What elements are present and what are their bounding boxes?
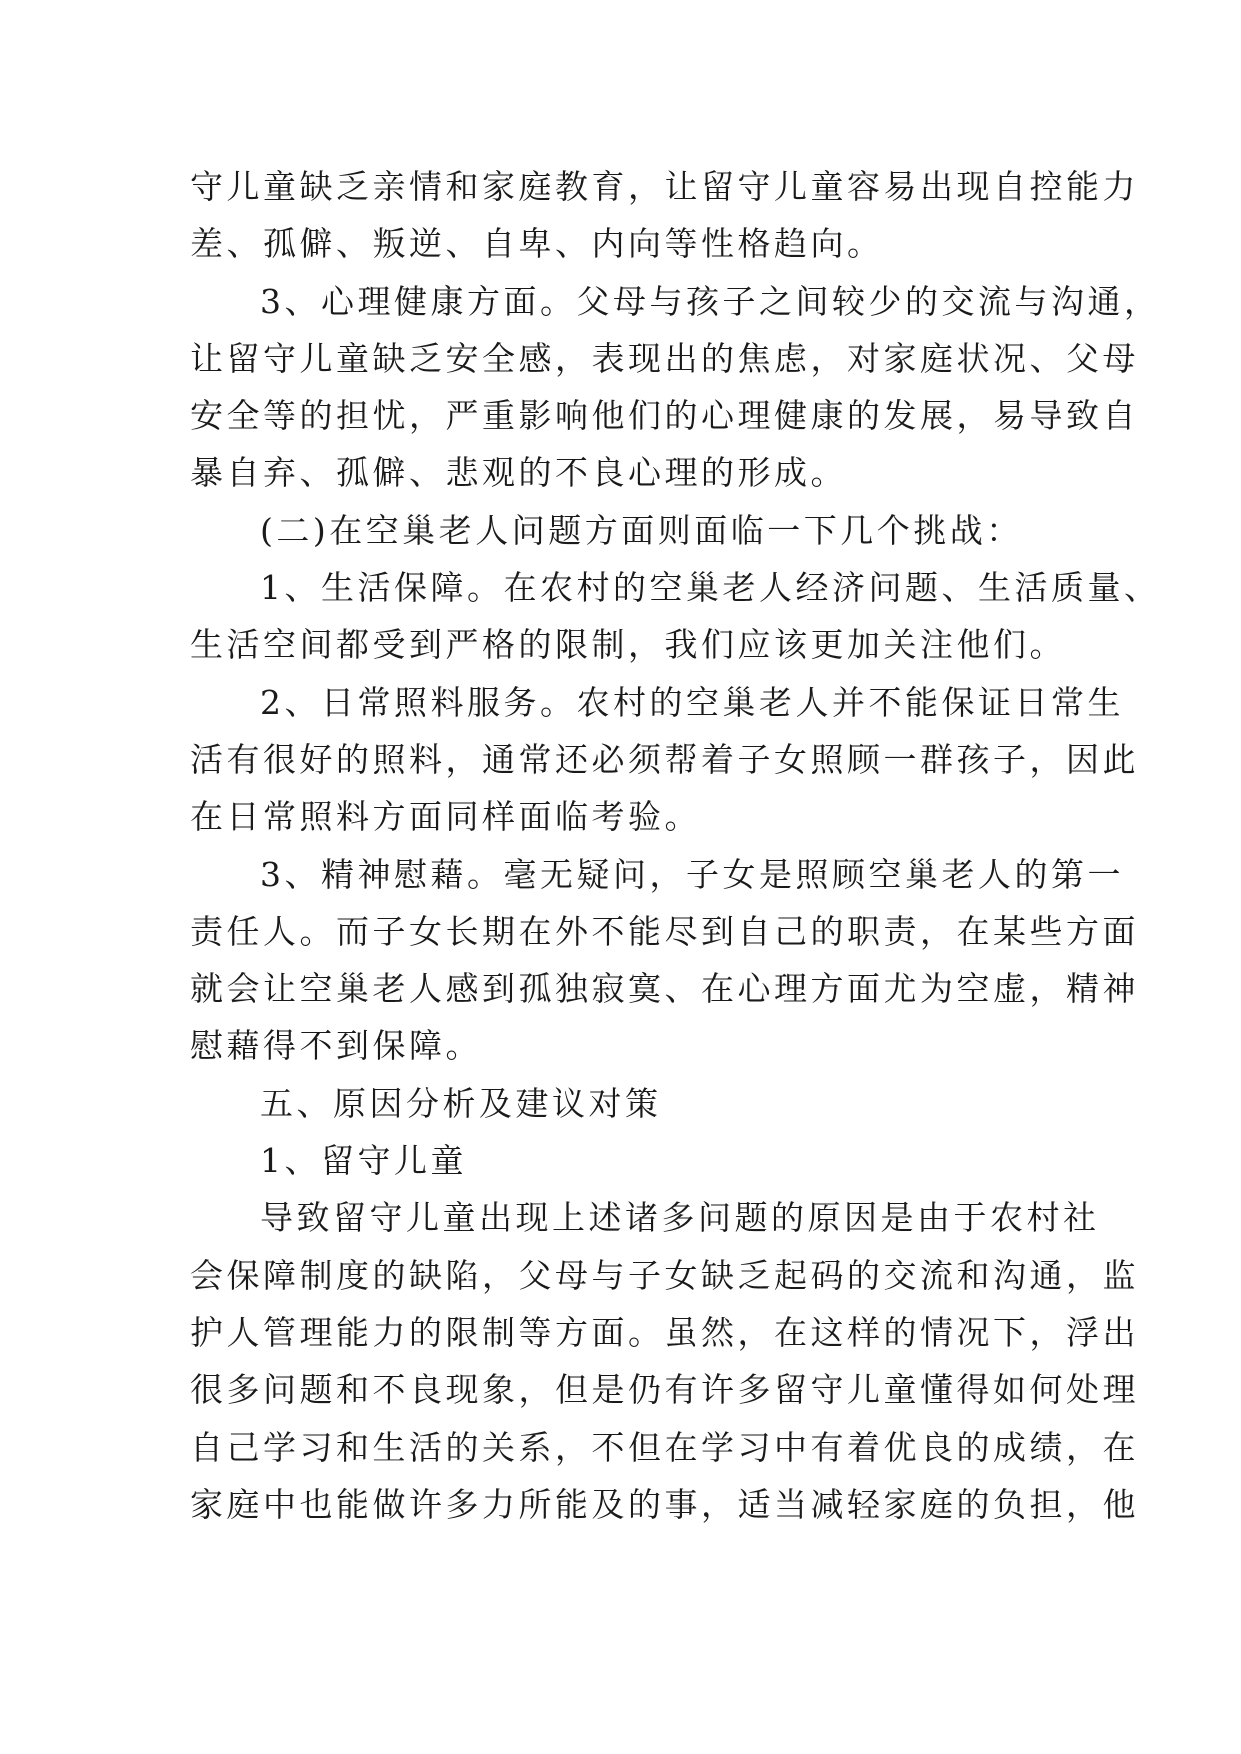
- text-line: 1、留守儿童: [260, 1141, 467, 1181]
- text-line: 生活空间都受到严格的限制，我们应该更加关注他们。: [190, 625, 1066, 665]
- text-line: 导致留守儿童出现上述诸多问题的原因是由于农村社: [260, 1198, 1100, 1238]
- text-line: 活有很好的照料，通常还必须帮着子女照顾一群孩子，因此: [190, 739, 1139, 779]
- text-line: 2、日常照料服务。农村的空巢老人并不能保证日常生: [260, 682, 1124, 722]
- document-body: [190, 158, 1161, 1533]
- text-line: 在日常照料方面同样面临考验。: [190, 797, 701, 837]
- text-line: 慰藉得不到保障。: [190, 1026, 482, 1066]
- text-line: 责任人。而子女长期在外不能尽到自己的职责，在某些方面: [190, 911, 1139, 951]
- text-line: 3、精神慰藉。毫无疑问，子女是照顾空巢老人的第一: [260, 854, 1124, 894]
- text-line: 让留守儿童缺乏安全感，表现出的焦虑，对家庭状况、父母: [190, 338, 1139, 378]
- text-line: 守儿童缺乏亲情和家庭教育，让留守儿童容易出现自控能力: [190, 167, 1139, 206]
- text-line: (二)在空巢老人问题方面则面临一下几个挑战：: [260, 510, 1023, 550]
- text-line: 自己学习和生活的关系，不但在学习中有着优良的成绩，在: [190, 1427, 1139, 1467]
- text-line: 安全等的担忧，严重影响他们的心理健康的发展，易导致自: [190, 396, 1139, 436]
- text-line: 暴自弃、孤僻、悲观的不良心理的形成。: [190, 453, 847, 493]
- text-line: 护人管理能力的限制等方面。虽然，在这样的情况下，浮出: [190, 1312, 1139, 1352]
- text-line: 会保障制度的缺陷，父母与子女缺乏起码的交流和沟通，监: [190, 1255, 1139, 1295]
- text-line: 家庭中也能做许多力所能及的事，适当减轻家庭的负担，他: [190, 1484, 1139, 1524]
- text-line: 很多问题和不良现象，但是仍有许多留守儿童懂得如何处理: [190, 1370, 1139, 1410]
- text-line: 3、心理健康方面。父母与孩子之间较少的交流与沟通，: [260, 281, 1161, 321]
- text-line: 差、孤僻、叛逆、自卑、内向等性格趋向。: [190, 224, 884, 264]
- text-line: 就会让空巢老人感到孤独寂寞、在心理方面尤为空虚，精神: [190, 969, 1139, 1009]
- text-line: 五、原因分析及建议对策: [260, 1083, 662, 1123]
- text-line: 1、生活保障。在农村的空巢老人经济问题、生活质量、: [260, 568, 1161, 608]
